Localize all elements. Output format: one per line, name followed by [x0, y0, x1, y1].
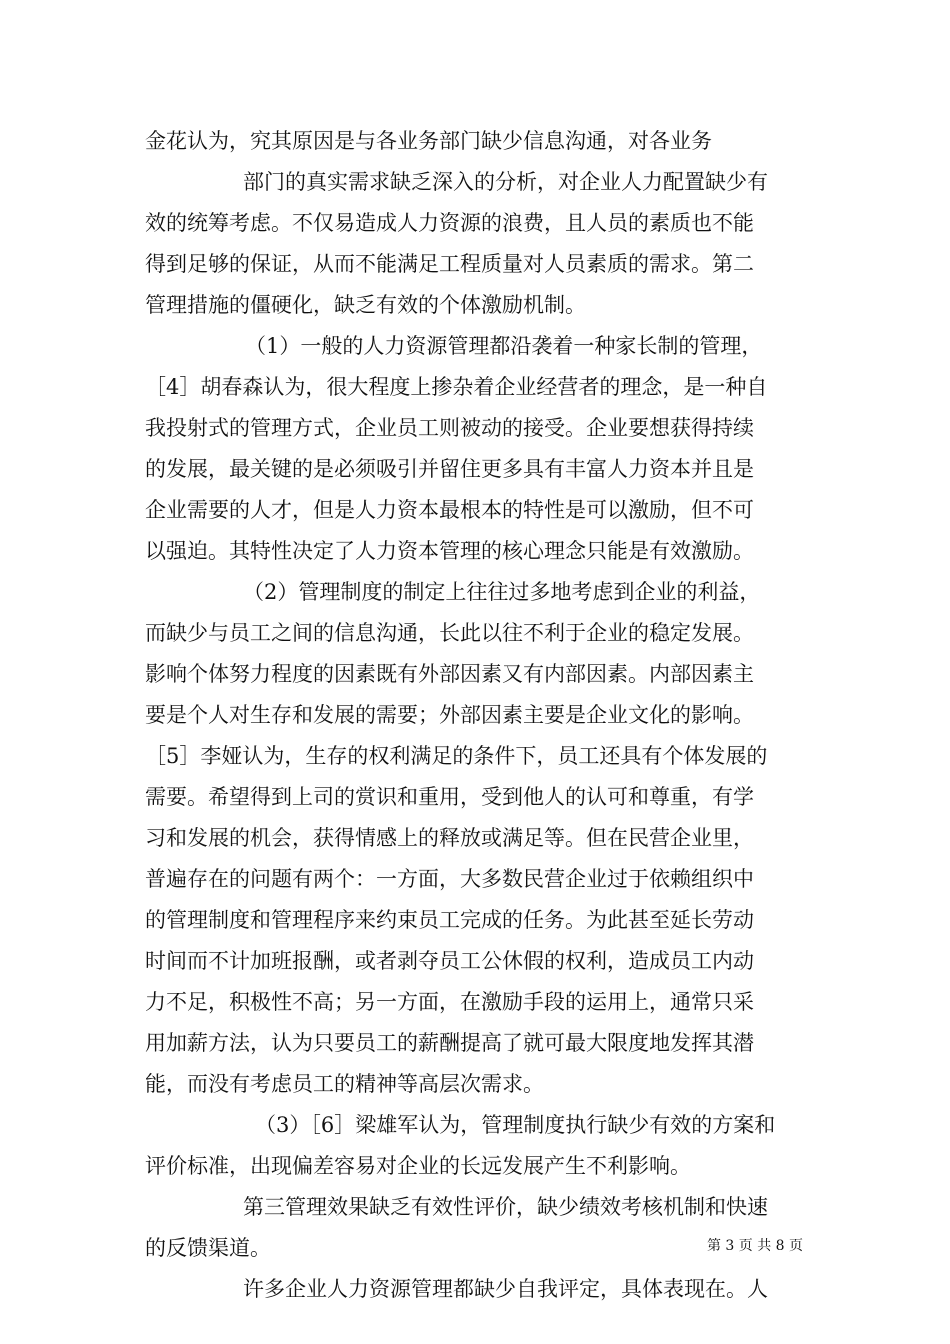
- text-line: 第三管理效果缺乏有效性评价，缺少绩效考核机制和快速: [243, 1195, 768, 1219]
- text-line: 金花认为，究其原因是与各业务部门缺少信息沟通，对各业务: [145, 129, 712, 153]
- text-line: （1）一般的人力资源管理都沿袭着一种家长制的管理，: [245, 334, 763, 358]
- text-line: （3）［6］梁雄军认为，管理制度执行缺少有效的方案和: [255, 1113, 776, 1137]
- text-line: ［4］胡春森认为，很大程度上掺杂着企业经营者的理念，是一种自: [145, 375, 768, 399]
- text-line: 我投射式的管理方式，企业员工则被动的接受。企业要想获得持续: [145, 416, 754, 440]
- text-line: 力不足，积极性不高；另一方面，在激励手段的运用上，通常只采: [145, 990, 754, 1014]
- text-line: 许多企业人力资源管理都缺少自我评定，具体表现在。人: [243, 1277, 768, 1301]
- text-line: 需要。希望得到上司的赏识和重用，受到他人的认可和尊重，有学: [145, 785, 754, 809]
- body-text: [145, 121, 805, 1310]
- text-line: 得到足够的保证，从而不能满足工程质量对人员素质的需求。第二: [145, 252, 754, 276]
- text-line: 普遍存在的问题有两个：一方面，大多数民营企业过于依赖组织中: [145, 867, 754, 891]
- text-line: 时间而不计加班报酬，或者剥夺员工公休假的权利，造成员工内动: [145, 949, 754, 973]
- text-line: 管理措施的僵硬化，缺乏有效的个体激励机制。: [145, 293, 586, 317]
- text-line: 的管理制度和管理程序来约束员工完成的任务。为此甚至延长劳动: [145, 908, 754, 932]
- text-line: 企业需要的人才，但是人力资本最根本的特性是可以激励，但不可: [145, 498, 754, 522]
- text-line: 部门的真实需求缺乏深入的分析，对企业人力配置缺少有: [243, 170, 768, 194]
- text-line: 用加薪方法，认为只要员工的薪酬提高了就可最大限度地发挥其潜: [145, 1031, 754, 1055]
- text-line: ［5］李娅认为，生存的权利满足的条件下，员工还具有个体发展的: [145, 744, 768, 768]
- text-line: 效的统筹考虑。不仅易造成人力资源的浪费，且人员的素质也不能: [145, 211, 754, 235]
- text-line: 的发展，最关键的是必须吸引并留住更多具有丰富人力资本并且是: [145, 457, 754, 481]
- page-number: 第 3 页 共 8 页: [706, 1238, 804, 1254]
- text-line: 影响个体努力程度的因素既有外部因素又有内部因素。内部因素主: [145, 662, 754, 686]
- page-footer: [0, 1236, 950, 1256]
- text-line: 要是个人对生存和发展的需要；外部因素主要是企业文化的影响。: [145, 703, 754, 727]
- text-line: 评价标准，出现偏差容易对企业的长远发展产生不利影响。: [145, 1154, 691, 1178]
- text-line: （2）管理制度的制定上往往过多地考虑到企业的利益，: [243, 580, 761, 604]
- text-line: 习和发展的机会，获得情感上的释放或满足等。但在民营企业里，: [145, 826, 754, 850]
- text-line: 而缺少与员工之间的信息沟通，长此以往不利于企业的稳定发展。: [145, 621, 754, 645]
- text-line: 的反馈渠道。: [145, 1236, 271, 1260]
- text-line: 能，而没有考虑员工的精神等高层次需求。: [145, 1072, 544, 1096]
- text-line: 以强迫。其特性决定了人力资本管理的核心理念只能是有效激励。: [145, 539, 754, 563]
